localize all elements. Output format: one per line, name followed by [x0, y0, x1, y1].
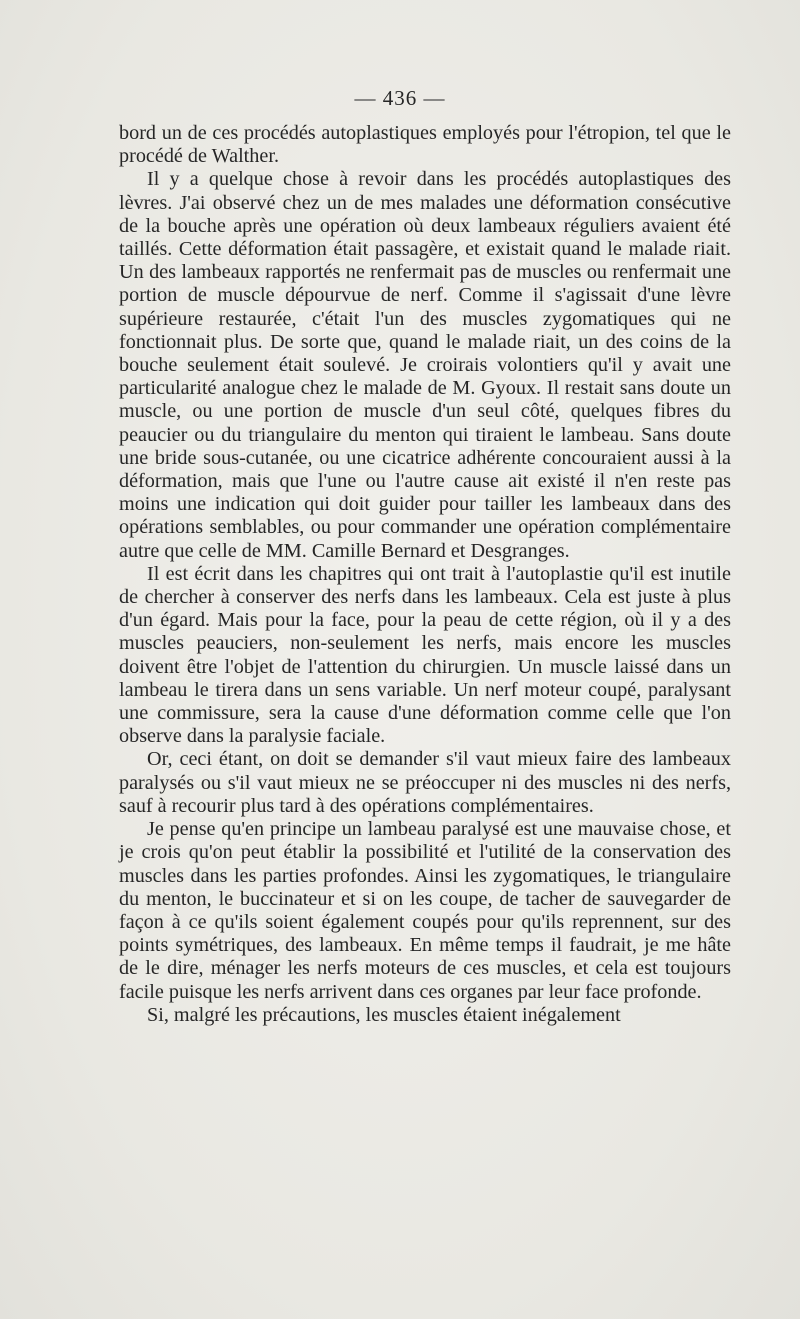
page-number: — 436 — — [354, 86, 446, 110]
paragraph: Il y a quelque chose à revoir dans les procédés autoplastiques des lèvres. J'ai observé chez un de mes malades une déformation consécutive de la bouche après une opération où deux lambeaux réguliers avaient été taillés. Cette déformation était passagère, et existait quand le malade riait. Un des lambeaux rapportés ne renfermait pas de muscles ou renfermait une portion de muscle dépourvue de nerf. Comme il s'agissait d'une lèvre supérieure restaurée, c'était l'un des muscles zygomatiques qui ne fonctionnait plus. De sorte que, quand le malade riait, un des coins de la bouche seulement était soulevé. Je croirais volontiers qu'il y avait une particularité analogue chez le malade de M. Gyoux. Il restait sans doute un muscle, ou une portion de muscle d'un seul côté, quelques fibres du peaucier ou du triangulaire du menton qui tiraient le lambeau. Sans doute une bride sous-cutanée, ou une cicatrice adhérente concouraient aussi à la déformation, mais que l'une ou l'autre cause ait existé il n'en reste pas moins une indication qui doit guider pour tailler les lambeaux dans des opérations semblables, ou pour commander une opération complémentaire autre que celle de MM. Camille Bernard et Desgranges. — [119, 168, 731, 562]
paragraph: Si, malgré les précautions, les muscles étaient inégalement — [147, 1003, 621, 1026]
paragraph: bord un de ces procédés autoplastiques employés pour l'étropion, tel que le procédé de Walther. — [119, 122, 731, 168]
body-text — [119, 122, 731, 1027]
paragraph: Il est écrit dans les chapitres qui ont trait à l'autoplastie qu'il est inutile de chercher à conserver des nerfs dans les lambeaux. Cela est juste à plus d'un égard. Mais pour la face, pour la peau de cette région, où il y a des muscles peauciers, non-seulement les nerfs, mais encore les muscles doivent être l'objet de l'attention du chirurgien. Un muscle laissé dans un lambeau le tirera dans un sens variable. Un nerf moteur coupé, paralysant une commissure, sera la cause d'une déformation comme celle que l'on observe dans la paralysie faciale. — [119, 562, 731, 748]
paragraph: Je pense qu'en principe un lambeau paralysé est une mauvaise chose, et je crois qu'on peut établir la possibilité et l'utilité de la conservation des muscles dans les parties profondes. Ainsi les zygomatiques, le triangulaire du menton, le buccinateur et si on les coupe, de tacher de sauvegarder de façon à ce qu'ils soient également coupés pour qu'ils reprennent, sur des points symétriques, des lambeaux. En même temps il faudrait, je me hâte de le dire, ménager les nerfs moteurs de ces muscles, et cela est toujours facile puisque les nerfs arrivent dans ces organes par leur face profonde. — [119, 818, 731, 1003]
paragraph: Or, ceci étant, on doit se demander s'il vaut mieux faire des lambeaux paralysés ou s'il vaut mieux ne se préoccuper ni des muscles ni des nerfs, sauf à recourir plus tard à des opérations complémentaires. — [119, 748, 731, 817]
